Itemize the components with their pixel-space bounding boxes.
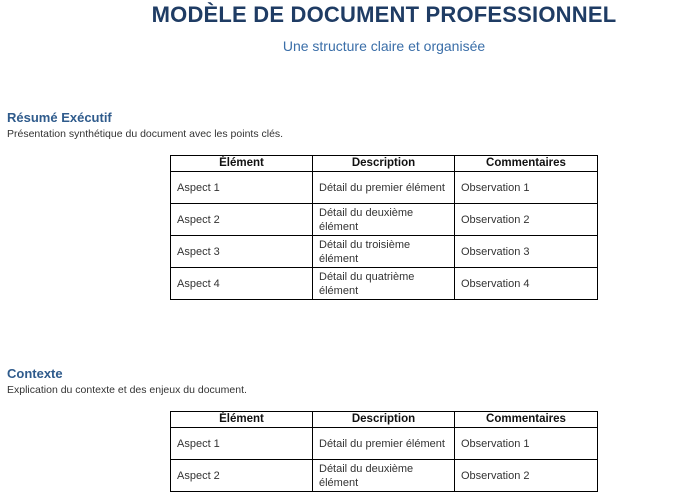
table-cell: Détail du deuxième élément bbox=[313, 460, 455, 492]
section-text: Explication du contexte et des enjeux du document. bbox=[7, 384, 247, 396]
column-header: Commentaires bbox=[455, 412, 598, 428]
table-cell: Détail du quatrième élément bbox=[313, 268, 455, 300]
table-row bbox=[171, 172, 598, 204]
table-cell: Détail du premier élément bbox=[313, 428, 455, 460]
table-row bbox=[171, 204, 598, 236]
document-title: MODÈLE DE DOCUMENT PROFESSIONNEL bbox=[151, 2, 617, 27]
table-cell: Aspect 1 bbox=[171, 172, 313, 204]
table-cell: Observation 1 bbox=[455, 172, 598, 204]
column-header: Élément bbox=[171, 412, 313, 428]
table-header-row bbox=[171, 156, 598, 172]
column-header: Commentaires bbox=[455, 156, 598, 172]
section-resume-executif bbox=[7, 110, 677, 141]
section-text: Présentation synthétique du document avec les points clés. bbox=[7, 128, 284, 140]
table-cell: Aspect 1 bbox=[171, 428, 313, 460]
table-cell: Détail du premier élément bbox=[313, 172, 455, 204]
table-row bbox=[171, 428, 598, 460]
table-row bbox=[171, 236, 598, 268]
section-contexte bbox=[7, 366, 677, 397]
table-cell: Détail du deuxième élément bbox=[313, 204, 455, 236]
table-cell: Observation 2 bbox=[455, 204, 598, 236]
table-cell: Détail du troisième élément bbox=[313, 236, 455, 268]
table-cell: Aspect 2 bbox=[171, 204, 313, 236]
context-table bbox=[170, 411, 598, 492]
column-header: Élément bbox=[171, 156, 313, 172]
column-header: Description bbox=[313, 156, 455, 172]
table-cell: Observation 2 bbox=[455, 460, 598, 492]
table-cell: Observation 3 bbox=[455, 236, 598, 268]
column-header: Description bbox=[313, 412, 455, 428]
table-cell: Aspect 3 bbox=[171, 236, 313, 268]
table-row bbox=[171, 268, 598, 300]
table-cell: Aspect 2 bbox=[171, 460, 313, 492]
summary-table bbox=[170, 155, 598, 300]
table-cell: Observation 4 bbox=[455, 268, 598, 300]
document-subtitle: Une structure claire et organisée bbox=[282, 38, 486, 54]
table-header-row bbox=[171, 412, 598, 428]
section-heading: Contexte bbox=[7, 366, 63, 381]
section-heading: Résumé Exécutif bbox=[7, 110, 112, 125]
table-cell: Aspect 4 bbox=[171, 268, 313, 300]
table-row bbox=[171, 460, 598, 492]
table-cell: Observation 1 bbox=[455, 428, 598, 460]
